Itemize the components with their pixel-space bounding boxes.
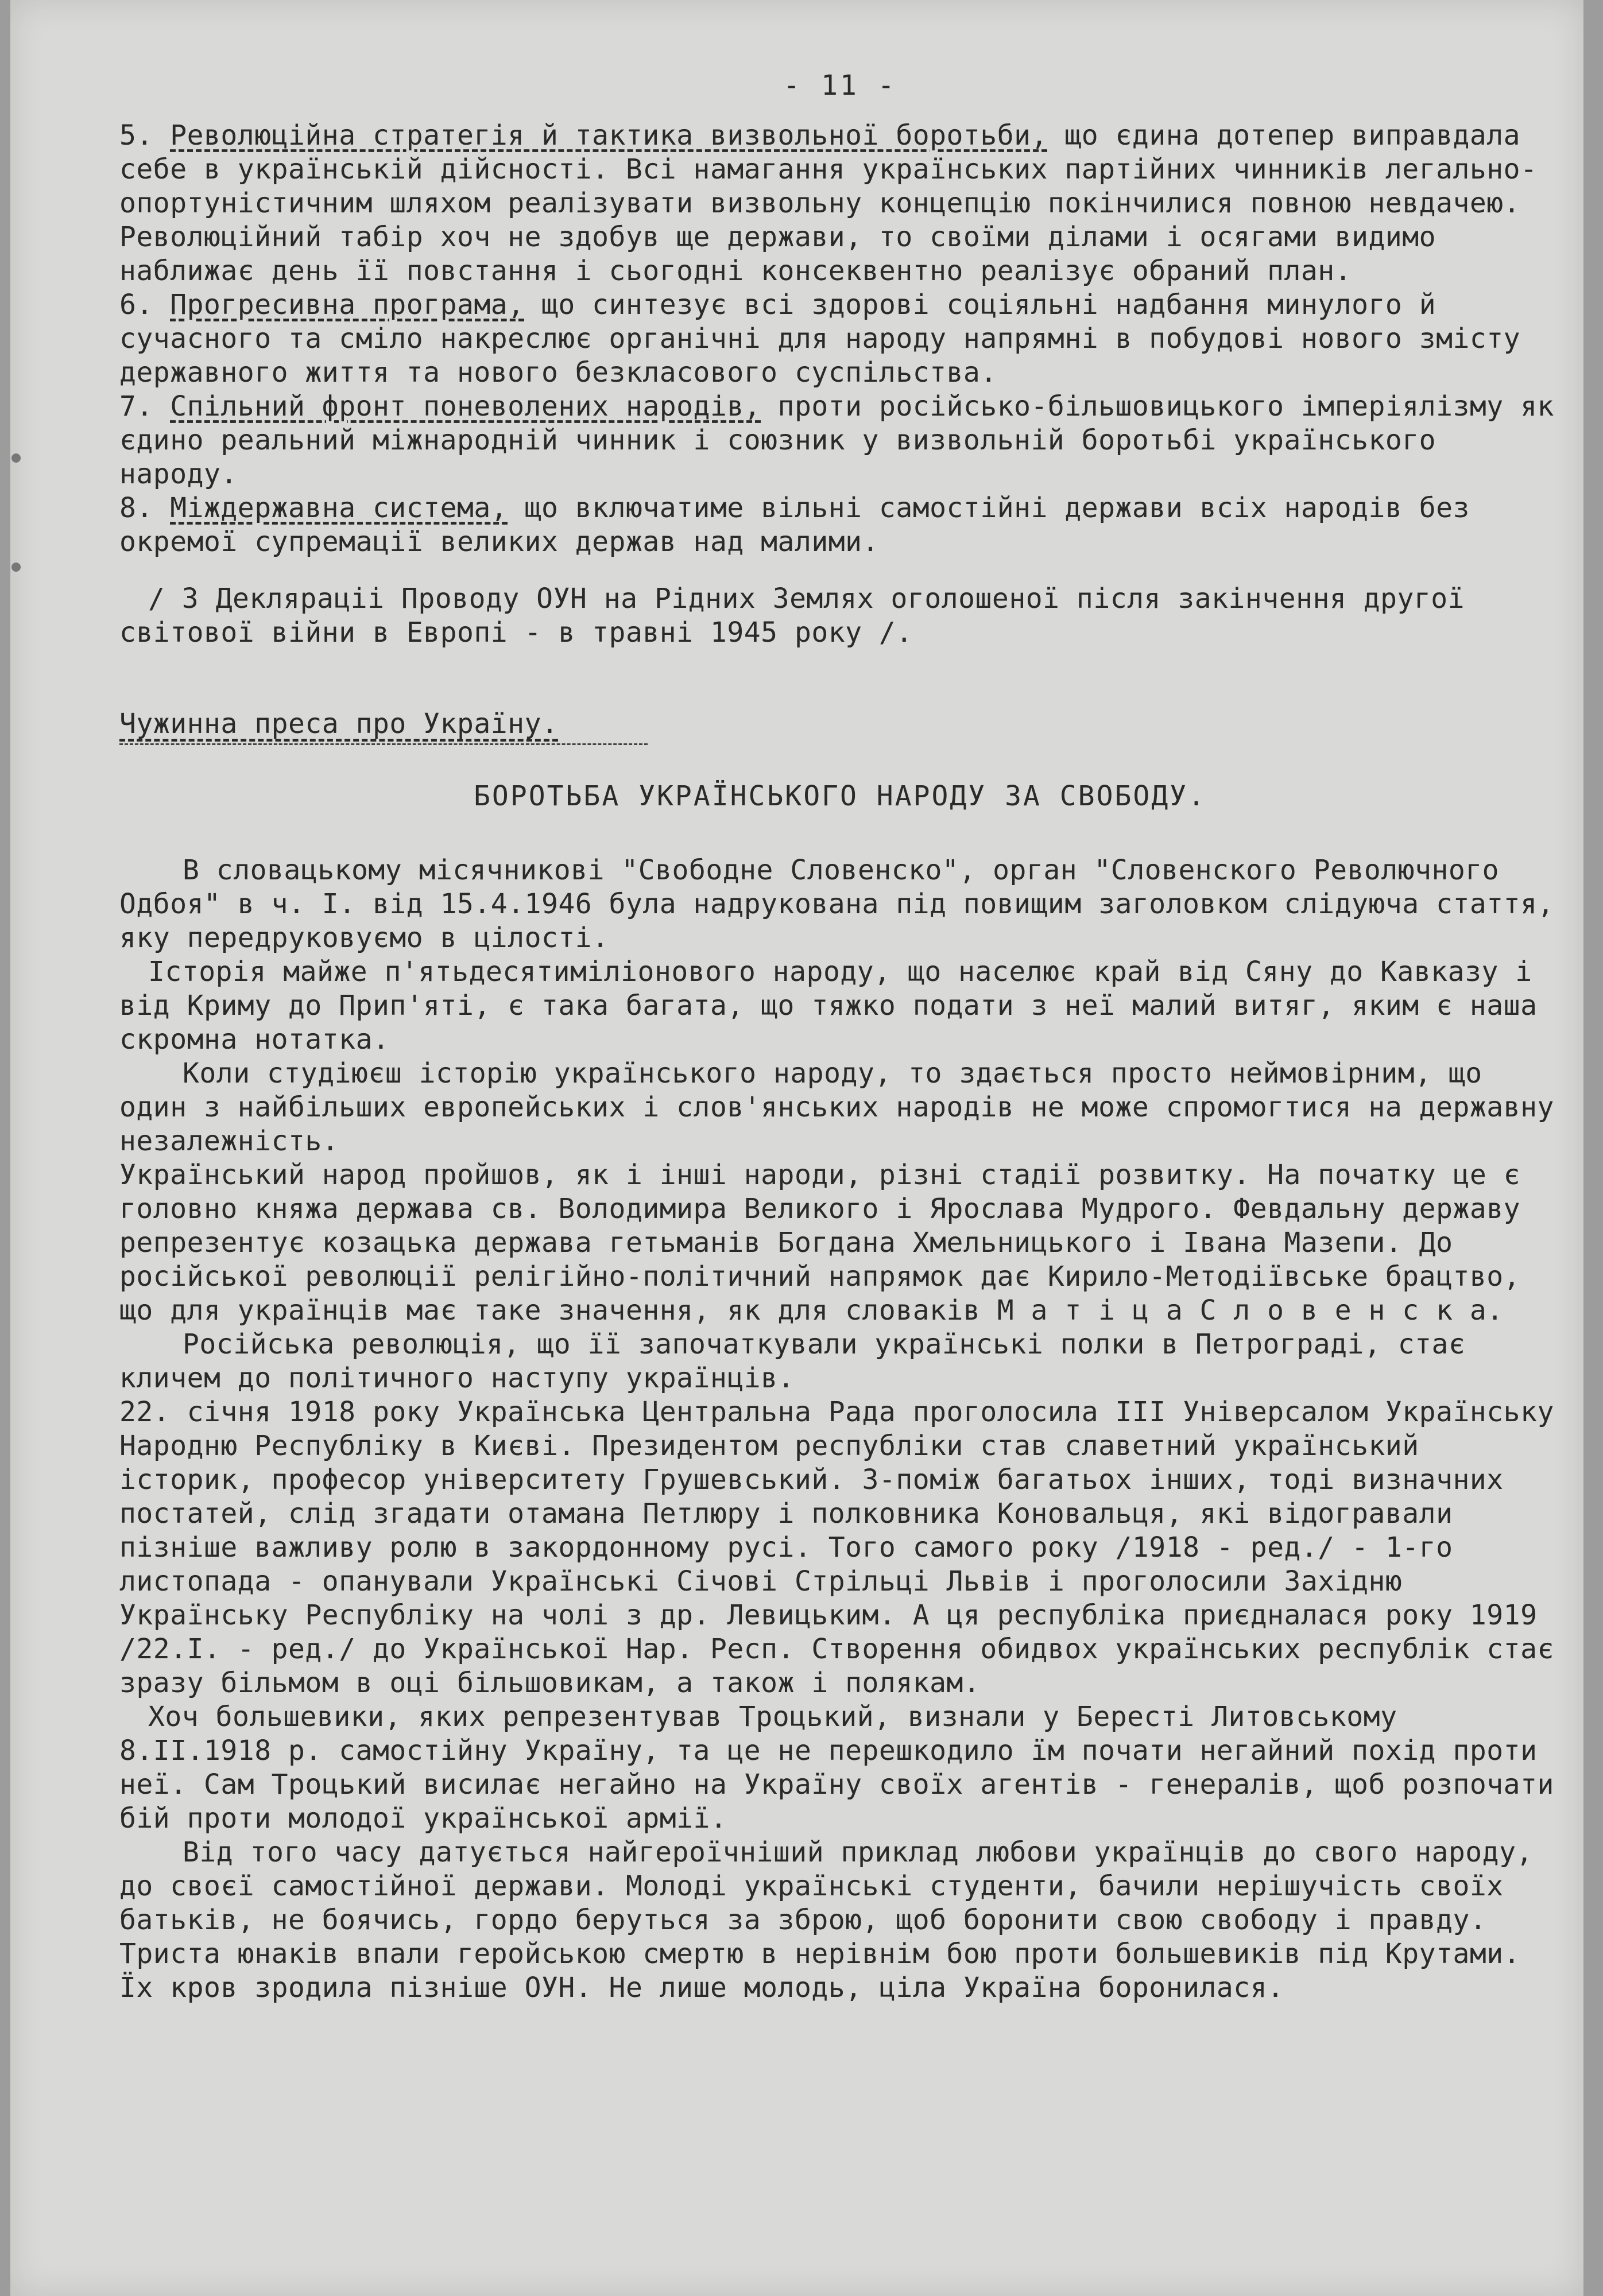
section-label-text: Чужинна преса про Україну. <box>119 708 559 740</box>
principle-heading: Спільний фронт поневолених народів, <box>170 390 761 422</box>
section-underline <box>119 743 648 745</box>
principle-heading: Міждержавна система, <box>170 492 508 524</box>
principle-item <box>119 119 1561 288</box>
article-title: БОРОТЬБА УКРАЇНСЬКОГО НАРОДУ ЗА СВОБОДУ. <box>474 780 1206 812</box>
punch-hole <box>11 563 21 572</box>
principle-number: 6. <box>119 289 171 321</box>
page-content <box>119 69 1561 2005</box>
article-paragraph: 22. січня 1918 року Українська Центральна Рада проголосила III Універсалом Українську Народню Республіку в Києві. Президентом республіки став славетний український історик, професор університету Грушевський. З-поміж багатьох інших, тоді визначних постатей, слід згадати отамана Петлюру і полковника Коновальця, які відогравали пізніше важливу ролю в закордонному русі. Того самого року /1918 - ред./ - 1-го листопада - опанували Українські Січові Стрільці Львів і проголосили Західню Українську Республіку на чолі з др. Левицьким. А ця республіка приєдналася року 1919 /22.І. - ред./ до Української Нар. Респ. Створення обидвох українських республік стає зразу більмом в оці більшовикам, а також і полякам. <box>119 1396 1554 1699</box>
citation: / З Декляраціі Проводу ОУН на Рідних Землях оголошеної після закінчення другої світової війни в Европі - в травні 1945 року /. <box>119 583 1465 649</box>
principle-text: що синтезує всі здорові соціяльні надбання минулого й сучасного та сміло накреслює органічні для народу напрямні в побудові нового змісту державного життя та нового безкласового суспільства. <box>119 289 1521 389</box>
principle-number: 5. <box>119 119 171 152</box>
principle-heading: Революційна стратегія й тактика визвольної боротьби, <box>170 119 1048 152</box>
principle-heading: Прогресивна програма, <box>170 289 525 321</box>
article-body <box>119 854 1561 2005</box>
document-page <box>10 0 1583 2296</box>
principle-number: 8. <box>119 492 171 524</box>
principle-text: проти російсько-більшовицького імперіялізму як єдино реальний міжнародній чинник і союзник у визвольній боротьбі українського народу. <box>119 390 1554 490</box>
article-paragraph: В словацькому місячникові "Свободне Словенско", орган "Словенского Револючного Одбоя" в ч. І. від 15.4.1946 була надрукована під повищим заголовком слідуюча стаття, яку передруковуємо в цілості. <box>119 854 1554 954</box>
article-paragraph: Коли студіюєш історію українського народу, то здається просто неймовірним, що один з найбільших европейських і слов'янських народів не може спромогтися на державну незалежність. <box>119 1057 1554 1157</box>
article-paragraph: Російська революція, що її започаткували українські полки в Петрограді, стає кличем до політичного наступу українців. <box>119 1328 1466 1394</box>
punch-hole <box>11 453 21 463</box>
principle-item <box>119 491 1561 559</box>
principle-item <box>119 390 1561 491</box>
principle-item <box>119 288 1561 390</box>
article-paragraph: Хоч большевики, яких репрезентував Троцький, визнали у Бересті Литовському 8.II.1918 р. самостійну Україну, та це не перешкодило їм почати негайний похід проти неї. Сам Троцький висилає негайно на Україну своїх агентів - генералів, щоб розпочати бій проти молодої української армії. <box>119 1701 1554 1835</box>
article-paragraph: Український народ пройшов, як і інші народи, різні стадії розвитку. На початку це є головно княжа держава св. Володимира Великого і Ярослава Мудрого. Февдальну державу репрезентує козацька держава гетьманів Богдана Хмельницького і Івана Мазепи. До російської революції релігійно-політичний напрямок дає Кирило-Методіївське брацтво, що для українців має таке значення, як для словаків М а т і ц а С л о в е н с к а. <box>119 1159 1521 1327</box>
article-paragraph: Від того часу датується найгероїчніший приклад любови українців до свого народу, до своєї самостійної держави. Молоді українські студенти, бачили нерішучість своїх батьків, не боячись, гордо беруться за зброю, щоб боронити свою свободу і правду. Триста юнаків впали геройською смертю в нерівнім бою проти большевиків під Крутами. Їх кров зродила пізніше ОУН. Не лише молодь, ціла Україна боронилася. <box>119 1836 1533 2004</box>
page-number: - 11 - <box>783 69 897 102</box>
section-label <box>119 707 1561 741</box>
article-paragraph: Історія майже п'ятьдесятиміліонового народу, що населює край від Сяну до Кавказу і від Криму до Прип'яті, є така багата, що тяжко подати з неї малий витяг, яким є наша скромна нотатка. <box>119 956 1538 1056</box>
principle-text: що єдина дотепер виправдала себе в українській дійсності. Всі намагання українських партійних чинників легально-опортуністичним шляхом реалізувати визвольну концепцію покінчилися повною невдачею. Революційний табір хоч не здобув ще держави, то своїми ділами і осягами видимо наближає день її повстання і сьогодні консеквентно реалізує обраний план. <box>119 119 1538 287</box>
principles-list <box>119 119 1561 559</box>
principle-text: що включатиме вільні самостійні держави всіх народів без окремої супремації великих держав над малими. <box>119 492 1470 558</box>
principle-number: 7. <box>119 390 171 422</box>
